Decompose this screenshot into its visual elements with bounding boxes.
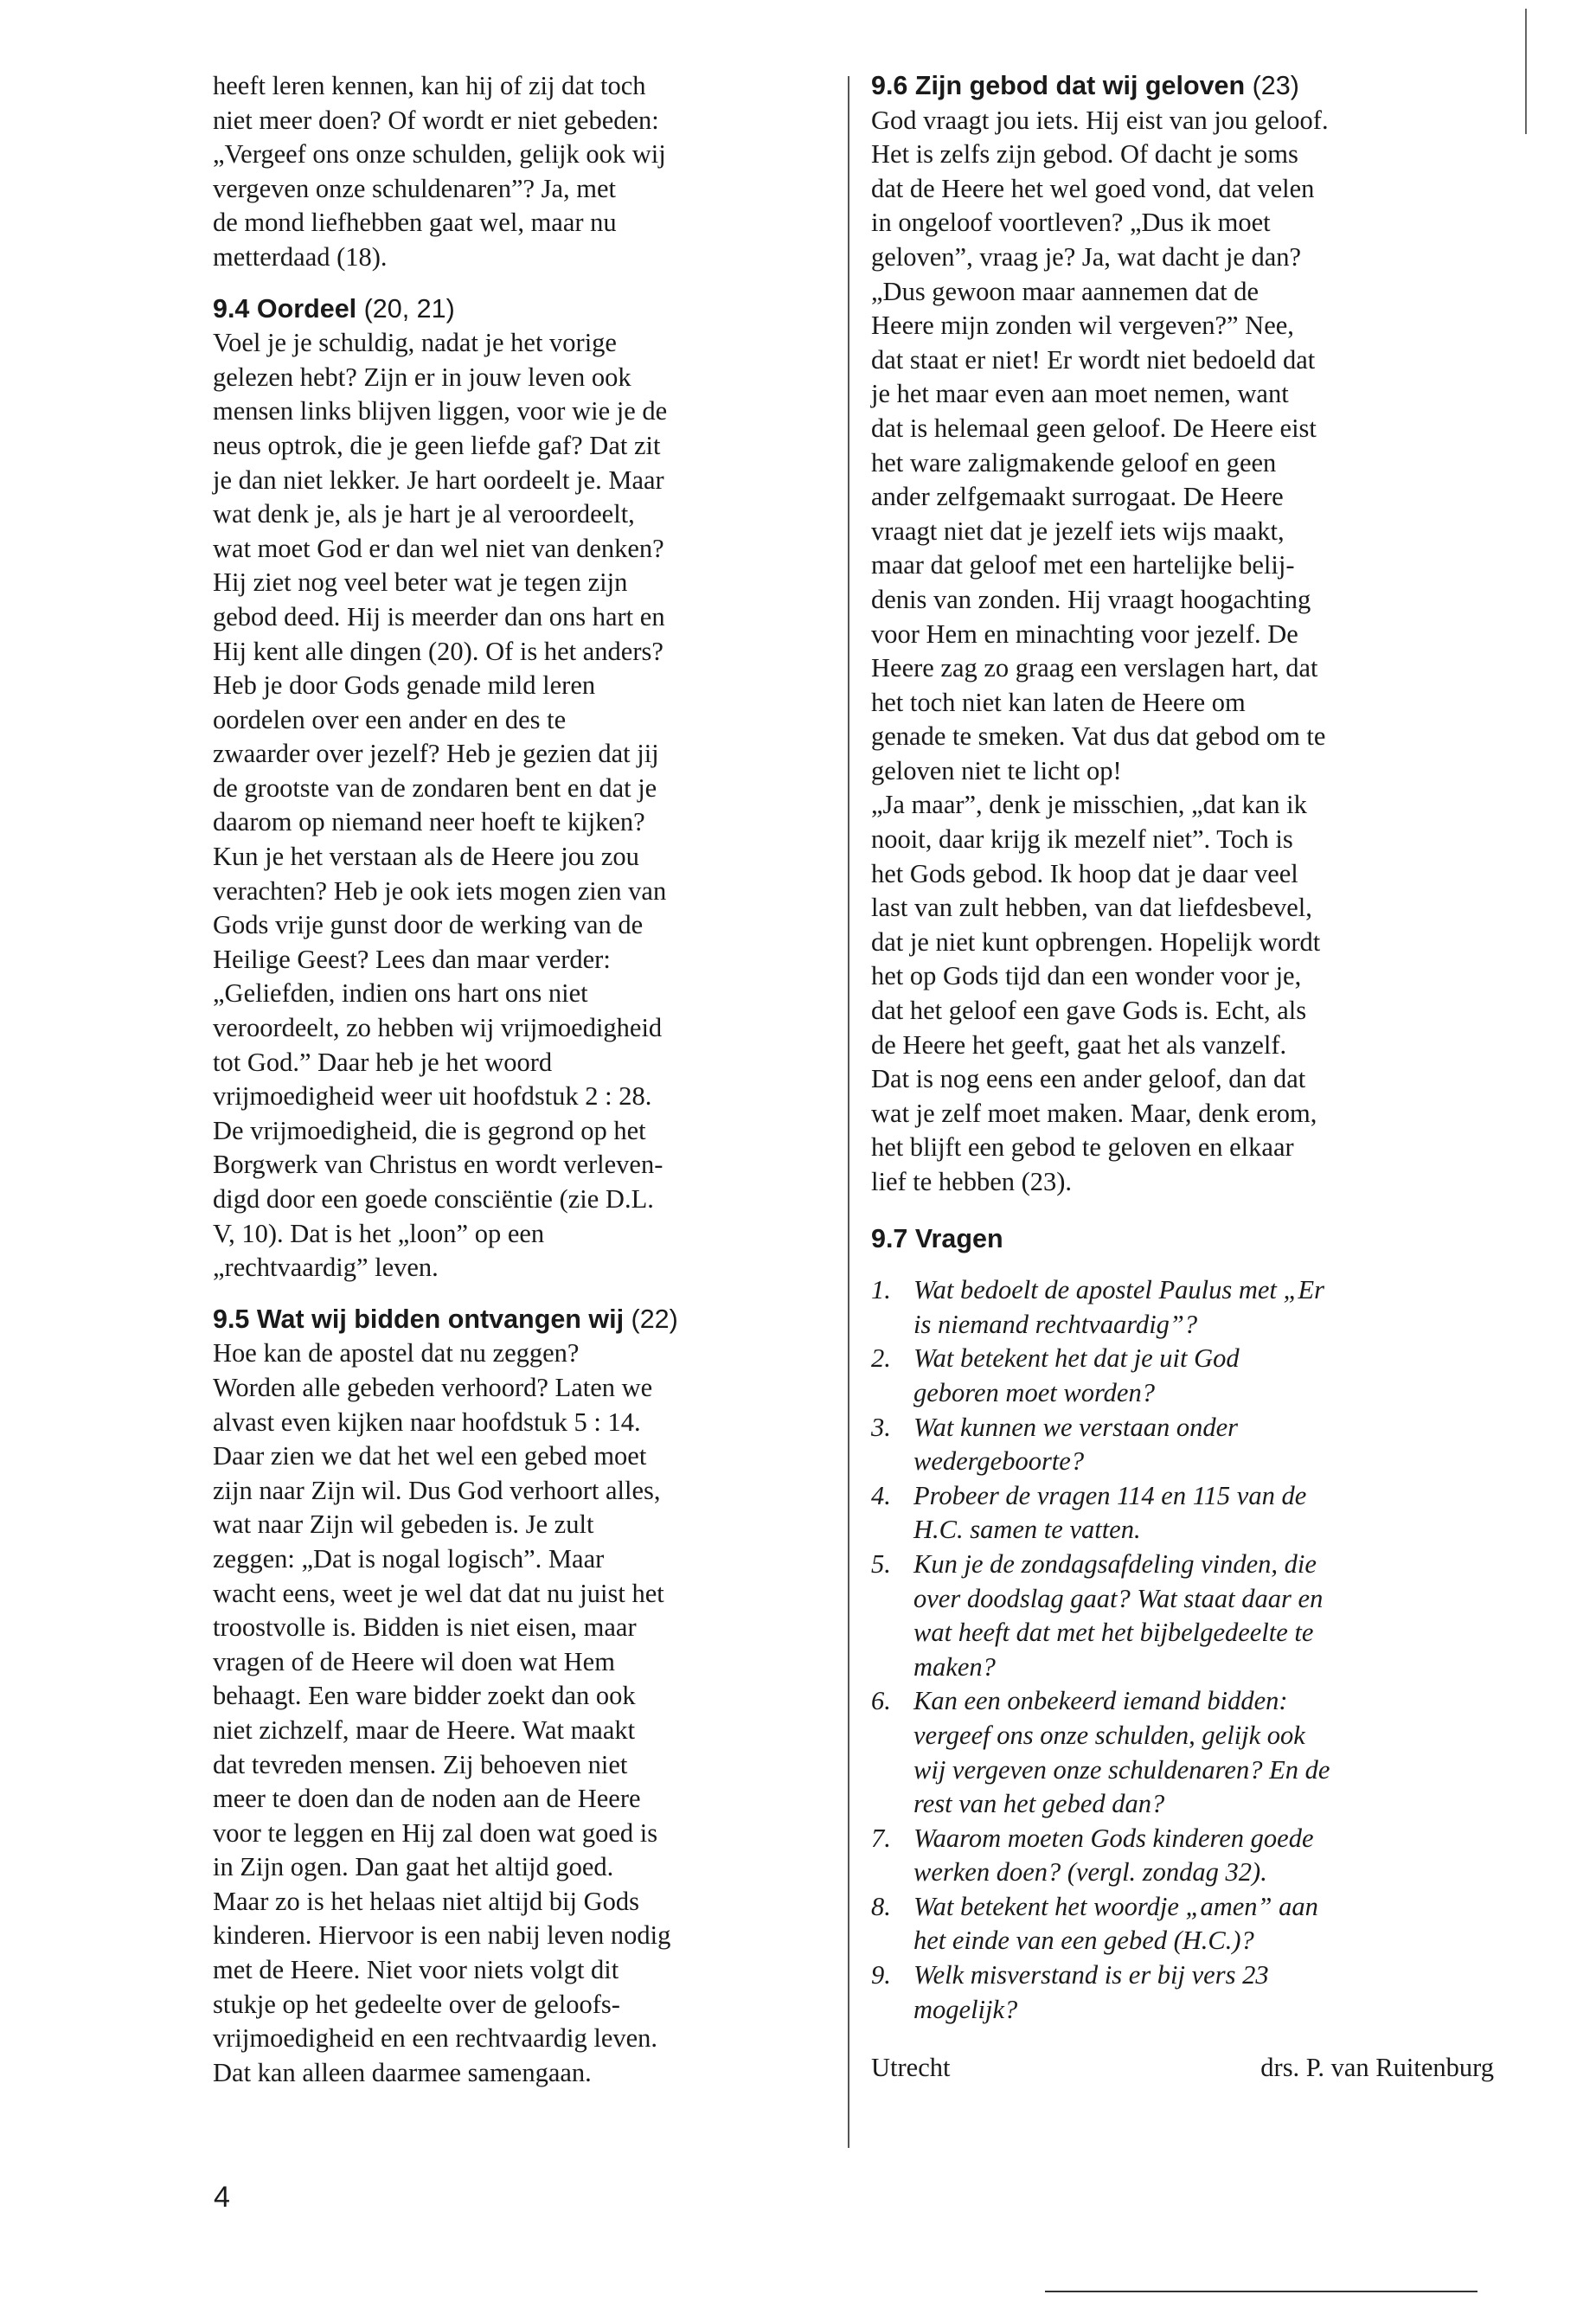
question-number: 8. bbox=[871, 1891, 891, 1921]
question-item bbox=[871, 1548, 1494, 1684]
question-line: Wat kunnen we verstaan onder bbox=[913, 1412, 1238, 1442]
text-line: niet zichzelf, maar de Heere. Wat maakt bbox=[213, 1715, 636, 1745]
text-line: dat staat er niet! Er wordt niet bedoeld dat bbox=[871, 344, 1316, 375]
text-line: vergeven onze schuldenaren”? Ja, met bbox=[213, 173, 617, 203]
question-number: 1. bbox=[871, 1275, 891, 1305]
section-ref: (22) bbox=[631, 1304, 678, 1334]
text-line: De vrijmoedigheid, die is gegrond op het bbox=[213, 1115, 646, 1145]
text-line: je het maar even aan moet nemen, want bbox=[871, 379, 1289, 409]
text-line: wat moet God er dan wel niet van denken? bbox=[213, 533, 664, 563]
question-line: wedergeboorte? bbox=[913, 1446, 1085, 1477]
question-item bbox=[871, 1411, 1494, 1479]
text-line: Heere mijn zonden wil vergeven?” Nee, bbox=[871, 311, 1294, 341]
text-line: heeft leren kennen, kan hij of zij dat toch bbox=[213, 71, 646, 100]
text-line: denis van zonden. Hij vraagt hoogachting bbox=[871, 584, 1311, 614]
left-column bbox=[213, 69, 849, 2090]
section-9-6-body bbox=[871, 104, 1494, 1200]
question-line: mogelijk? bbox=[913, 1994, 1018, 2024]
page-number: 4 bbox=[214, 2181, 230, 2214]
question-line: wij vergeven onze schuldenaren? En de bbox=[913, 1754, 1330, 1785]
question-number: 7. bbox=[871, 1823, 891, 1853]
text-line: behaagt. Een ware bidder zoekt dan ook bbox=[213, 1681, 636, 1711]
question-number: 9. bbox=[871, 1960, 891, 1990]
question-item bbox=[871, 1958, 1494, 2027]
text-line: je dan niet lekker. Je hart oordeelt je. Maar bbox=[213, 465, 664, 495]
signature-place: Utrecht bbox=[871, 2053, 951, 2083]
text-line: Gods vrije gunst door de werking van de bbox=[213, 910, 644, 940]
signature-author: drs. P. van Ruitenburg bbox=[1260, 2053, 1494, 2083]
question-line: Wat bedoelt de apostel Paulus met „Er bbox=[913, 1275, 1324, 1305]
text-line: alvast even kijken naar hoofdstuk 5 : 14. bbox=[213, 1407, 641, 1437]
question-number: 6. bbox=[871, 1686, 891, 1716]
section-9-5-body bbox=[213, 1336, 849, 2090]
question-line: geboren moet worden? bbox=[913, 1377, 1155, 1407]
text-line: Hij ziet nog veel beter wat je tegen zijn bbox=[213, 567, 628, 598]
text-line: Heb je door Gods genade mild leren bbox=[213, 670, 596, 701]
text-line: V, 10). Dat is het „loon” op een bbox=[213, 1218, 545, 1248]
text-line: voor Hem en minachting voor jezelf. De bbox=[871, 619, 1298, 649]
section-number: 9.6 bbox=[871, 71, 908, 100]
question-item bbox=[871, 1342, 1494, 1410]
question-number: 3. bbox=[871, 1412, 891, 1442]
question-item bbox=[871, 1890, 1494, 1958]
text-line: dat tevreden mensen. Zij behoeven niet bbox=[213, 1749, 628, 1779]
text-line: dat je niet kunt opbrengen. Hopelijk wordt bbox=[871, 926, 1321, 957]
text-line: de mond liefhebben gaat wel, maar nu bbox=[213, 208, 617, 238]
section-number: 9.4 bbox=[213, 293, 250, 324]
section-9-5-heading bbox=[213, 1303, 849, 1337]
text-line: gelezen hebt? Zijn er in jouw leven ook bbox=[213, 362, 631, 392]
question-number: 5. bbox=[871, 1548, 891, 1579]
footer-rule bbox=[1045, 2291, 1477, 2292]
section-9-6-heading bbox=[871, 69, 1494, 104]
questions-list bbox=[871, 1273, 1494, 2027]
question-item bbox=[871, 1684, 1494, 1821]
text-line: Het is zelfs zijn gebod. Of dacht je soms bbox=[871, 139, 1298, 170]
text-line: vrijmoedigheid weer uit hoofdstuk 2 : 28. bbox=[213, 1081, 652, 1112]
text-line: in ongeloof voortleven? „Dus ik moet bbox=[871, 208, 1271, 238]
text-line: „Geliefden, indien ons hart ons niet bbox=[213, 978, 588, 1009]
text-line: de Heere het geeft, gaat het als vanzelf. bbox=[871, 1029, 1287, 1060]
text-line: Worden alle gebeden verhoord? Laten we bbox=[213, 1372, 653, 1402]
text-line: meer te doen dan de noden aan de Heere bbox=[213, 1784, 641, 1814]
text-line: het toch niet kan laten de Heere om bbox=[871, 687, 1246, 717]
text-line: Kun je het verstaan als de Heere jou zou bbox=[213, 842, 639, 872]
text-line: Heere zag zo graag een verslagen hart, dat bbox=[871, 653, 1318, 683]
text-line: zwaarder over jezelf? Heb je gezien dat jij bbox=[213, 739, 659, 769]
question-item bbox=[871, 1479, 1494, 1548]
text-line: digd door een goede consciëntie (zie D.L. bbox=[213, 1184, 654, 1214]
text-line: troostvolle is. Bidden is niet eisen, maar bbox=[213, 1612, 637, 1643]
question-line: Kan een onbekeerd iemand bidden: bbox=[913, 1686, 1288, 1716]
text-line: metterdaad (18). bbox=[213, 241, 388, 272]
text-line: de grootste van de zondaren bent en dat je bbox=[213, 772, 657, 803]
text-line: Maar zo is het helaas niet altijd bij Gods bbox=[213, 1886, 639, 1916]
text-line: dat is helemaal geen geloof. De Heere eist bbox=[871, 413, 1317, 443]
text-line: dat de Heere het wel goed vond, dat velen bbox=[871, 173, 1315, 203]
text-line: geloven niet te licht op! bbox=[871, 755, 1122, 785]
text-line: dat het geloof een gave Gods is. Echt, als bbox=[871, 996, 1307, 1026]
section-9-4-heading bbox=[213, 292, 849, 327]
text-line: „rechtvaardig” leven. bbox=[213, 1253, 439, 1283]
question-line: Probeer de vragen 114 en 115 van de bbox=[913, 1480, 1307, 1510]
question-line: H.C. samen te vatten. bbox=[913, 1515, 1141, 1545]
text-line: voor te leggen en Hij zal doen wat goed is bbox=[213, 1817, 658, 1848]
section-ref: (23) bbox=[1252, 71, 1299, 100]
text-line: Dat is nog eens een ander geloof, dan dat bbox=[871, 1064, 1306, 1094]
question-line: over doodslag gaat? Wat staat daar en bbox=[913, 1583, 1324, 1613]
text-line: Borgwerk van Christus en wordt verleven- bbox=[213, 1150, 663, 1180]
question-line: Kun je de zondagsafdeling vinden, die bbox=[913, 1548, 1317, 1579]
text-line: daarom op niemand neer hoeft te kijken? bbox=[213, 807, 645, 837]
text-line: maar dat geloof met een hartelijke belij- bbox=[871, 550, 1295, 580]
text-line: Heilige Geest? Lees dan maar verder: bbox=[213, 944, 611, 974]
text-line: tot God.” Daar heb je het woord bbox=[213, 1047, 553, 1077]
top-right-margin-line bbox=[1525, 9, 1527, 134]
question-line: rest van het gebed dan? bbox=[913, 1789, 1165, 1819]
text-line: ander zelfgemaakt surrogaat. De Heere bbox=[871, 482, 1284, 512]
text-line: vragen of de Heere wil doen wat Hem bbox=[213, 1646, 615, 1676]
question-line: het einde van een gebed (H.C.)? bbox=[913, 1926, 1254, 1956]
text-line: met de Heere. Niet voor niets volgt dit bbox=[213, 1955, 619, 1985]
text-line: kinderen. Hiervoor is een nabij leven nodig bbox=[213, 1920, 671, 1951]
question-number: 2. bbox=[871, 1343, 891, 1374]
text-line: lief te hebben (23). bbox=[871, 1167, 1073, 1196]
text-line: niet meer doen? Of wordt er niet gebeden: bbox=[213, 105, 659, 135]
text-line: oordelen over een ander en des te bbox=[213, 704, 567, 734]
text-line: wat naar Zijn wil gebeden is. Je zult bbox=[213, 1509, 594, 1540]
text-line: gebod deed. Hij is meerder dan ons hart en bbox=[213, 601, 665, 631]
question-line: werken doen? (vergl. zondag 32). bbox=[913, 1857, 1267, 1888]
text-line: het blijft een gebod te geloven en elkaar bbox=[871, 1132, 1294, 1163]
text-line: Daar zien we dat het wel een gebed moet bbox=[213, 1441, 647, 1471]
text-line: last van zult hebben, van dat liefdesbevel, bbox=[871, 893, 1312, 923]
text-line: zeggen: „Dat is nogal logisch”. Maar bbox=[213, 1543, 605, 1574]
text-line: stukje op het gedeelte over de geloofs- bbox=[213, 1989, 620, 2019]
text-line: vrijmoedigheid en een rechtvaardig leven. bbox=[213, 2023, 658, 2054]
intro-paragraph bbox=[213, 69, 849, 275]
question-line: vergeef ons onze schulden, gelijk ook bbox=[913, 1720, 1305, 1750]
text-line: genade te smeken. Vat dus dat gebod om te bbox=[871, 721, 1326, 752]
section-9-4-body bbox=[213, 326, 849, 1285]
text-line: nooit, daar krijg ik mezelf niet”. Toch is bbox=[871, 824, 1293, 855]
text-line: God vraagt jou iets. Hij eist van jou geloof. bbox=[871, 105, 1329, 135]
text-line: het ware zaligmakende geloof en geen bbox=[871, 447, 1277, 478]
text-line: zijn naar Zijn wil. Dus God verhoort alles, bbox=[213, 1475, 661, 1505]
text-line: het Gods gebod. Ik hoop dat je daar veel bbox=[871, 858, 1298, 888]
text-line: Voel je je schuldig, nadat je het vorige bbox=[213, 328, 617, 358]
question-line: maken? bbox=[913, 1651, 996, 1682]
question-line: Welk misverstand is er bij vers 23 bbox=[913, 1960, 1269, 1990]
text-line: geloven”, vraag je? Ja, wat dacht je dan? bbox=[871, 241, 1302, 272]
question-item bbox=[871, 1273, 1494, 1342]
text-line: veroordeelt, zo hebben wij vrijmoedigheid bbox=[213, 1013, 663, 1043]
signature bbox=[871, 2051, 1494, 2086]
question-line: Waarom moeten Gods kinderen goede bbox=[913, 1823, 1314, 1853]
text-line: in Zijn ogen. Dan gaat het altijd goed. bbox=[213, 1852, 614, 1882]
text-line: vraagt niet dat je jezelf iets wijs maakt, bbox=[871, 516, 1285, 546]
column-divider bbox=[848, 76, 849, 2148]
section-title: Zijn gebod dat wij geloven bbox=[914, 71, 1246, 100]
section-title: Wat wij bidden ontvangen wij bbox=[256, 1304, 625, 1334]
question-number: 4. bbox=[871, 1480, 891, 1510]
text-line: „Ja maar”, denk je misschien, „dat kan ik bbox=[871, 790, 1307, 820]
section-title: Oordeel bbox=[256, 293, 357, 324]
question-line: Wat betekent het woordje „amen” aan bbox=[913, 1891, 1318, 1921]
text-line: wat denk je, als je hart je al veroordeelt, bbox=[213, 499, 635, 529]
text-line: „Vergeef ons onze schulden, gelijk ook wij bbox=[213, 139, 666, 170]
text-line: neus optrok, die je geen liefde gaf? Dat zit bbox=[213, 430, 661, 460]
text-line: verachten? Heb je ook iets mogen zien van bbox=[213, 875, 667, 906]
text-line: wacht eens, weet je wel dat dat nu juist het bbox=[213, 1578, 664, 1608]
text-line: Hoe kan de apostel dat nu zeggen? bbox=[213, 1338, 580, 1368]
text-line: het op Gods tijd dan een wonder voor je, bbox=[871, 961, 1302, 991]
question-line: is niemand rechtvaardig”? bbox=[913, 1309, 1198, 1339]
text-line: wat je zelf moet maken. Maar, denk erom, bbox=[871, 1098, 1317, 1128]
text-line: mensen links blijven liggen, voor wie je de bbox=[213, 396, 668, 426]
text-line: „Dus gewoon maar aannemen dat de bbox=[871, 276, 1259, 306]
text-line: Dat kan alleen daarmee samengaan. bbox=[213, 2057, 592, 2087]
section-ref: (20, 21) bbox=[363, 293, 455, 324]
section-9-7-heading: 9.7 Vragen bbox=[871, 1223, 1003, 1253]
question-line: wat heeft dat met het bijbelgedeelte te bbox=[913, 1618, 1314, 1648]
question-line: Wat betekent het dat je uit God bbox=[913, 1343, 1240, 1374]
text-line: Hij kent alle dingen (20). Of is het anders? bbox=[213, 636, 663, 666]
question-item bbox=[871, 1822, 1494, 1890]
right-column bbox=[871, 69, 1494, 2086]
section-number: 9.5 bbox=[213, 1304, 250, 1334]
